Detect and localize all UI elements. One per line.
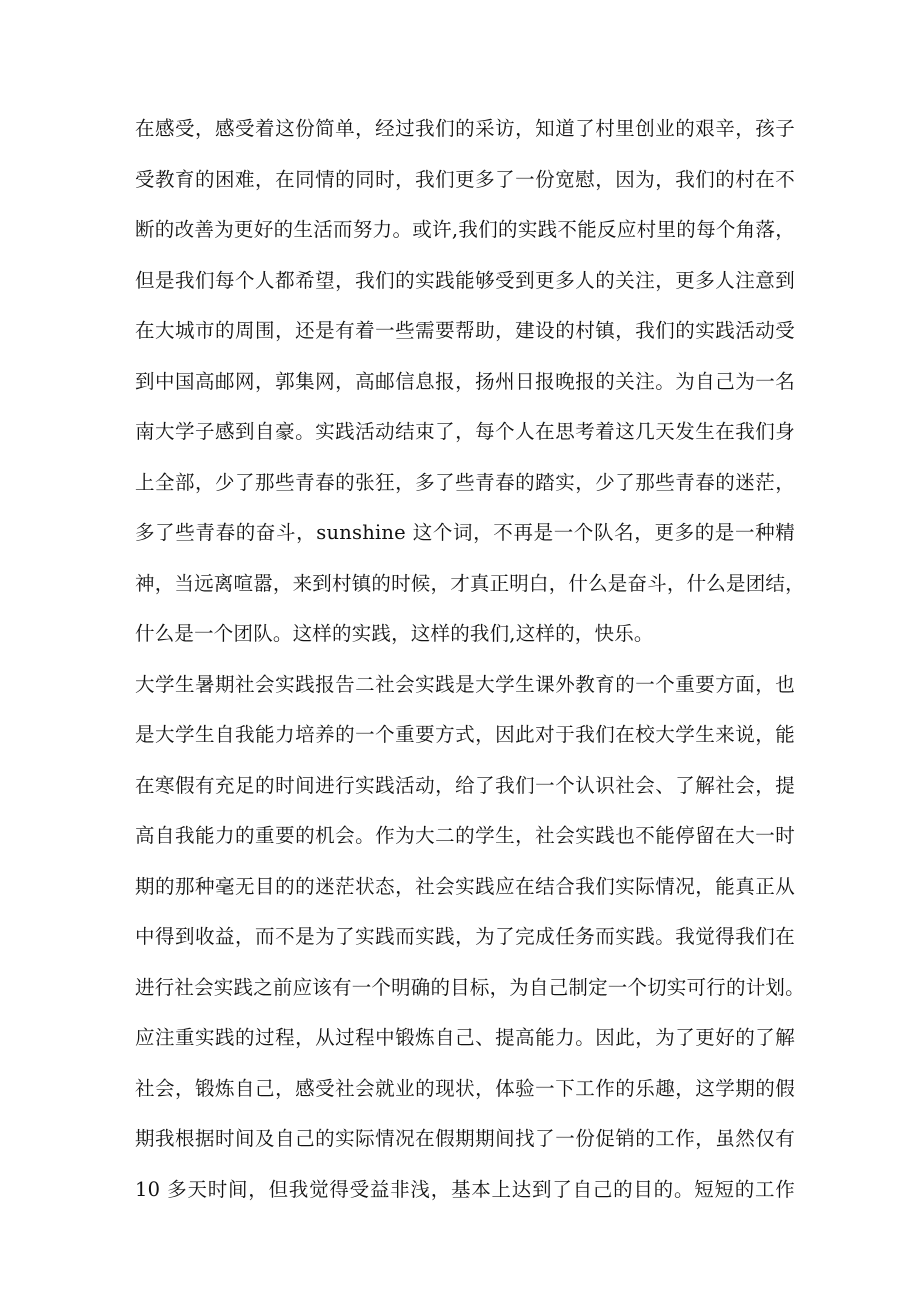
text-line: 中得到收益，而不是为了实践而实践，为了完成任务而实践。我觉得我们在 (135, 925, 795, 948)
text-line: 什么是一个团队。这样的实践，这样的我们,这样的，快乐。 (135, 622, 654, 645)
text-line: 多了些青春的奋斗，sunshine 这个词，不再是一个队名，更多的是一种精 (135, 521, 795, 544)
text-line: 在感受，感受着这份简单，经过我们的采访，知道了村里创业的艰辛，孩子 (135, 117, 795, 140)
text-line: 10 多天时间，但我觉得受益非浅，基本上达到了自己的目的。短短的工作 (135, 1177, 795, 1201)
text-line: 到中国高邮网，郭集网，高邮信息报，扬州日报晚报的关注。为自己为一名 (135, 369, 795, 393)
paragraph-2 (135, 660, 805, 1216)
text-line: 上全部，少了那些青春的张狂，多了些青春的踏实，少了那些青春的迷茫， (135, 470, 795, 494)
text-line: 应注重实践的过程，从过程中锻炼自己、提高能力。因此，为了更好的了解 (135, 1026, 795, 1049)
text-line: 是大学生自我能力培养的一个重要方式，因此对于我们在校大学生来说，能 (135, 723, 795, 746)
text-line: 期我根据时间及自己的实际情况在假期期间找了一份促销的工作，虽然仅有 (135, 1127, 795, 1150)
body-text (135, 104, 805, 1215)
text-line: 受教育的困难，在同情的同时，我们更多了一份宽慰，因为，我们的村在不 (135, 167, 795, 191)
text-line: 进行社会实践之前应该有一个明确的目标，为自己制定一个切实可行的计划。 (135, 975, 805, 999)
text-line: 在寒假有充足的时间进行实践活动，给了我们一个认识社会、了解社会，提 (135, 773, 795, 797)
text-line: 社会，锻炼自己，感受社会就业的现状，体验一下工作的乐趣，这学期的假 (135, 1076, 795, 1100)
text-line: 神，当远离喧嚣，来到村镇的时候，才真正明白，什么是奋斗，什么是团结， (135, 571, 805, 595)
text-line: 南大学子感到自豪。实践活动结束了，每个人在思考着这几天发生在我们身 (135, 420, 795, 443)
paragraph-1 (135, 104, 805, 660)
text-line: 大学生暑期社会实践报告二社会实践是大学生课外教育的一个重要方面，也 (135, 672, 795, 696)
text-line: 在大城市的周围，还是有着一些需要帮助，建设的村镇，我们的实践活动受 (135, 319, 795, 342)
text-line: 但是我们每个人都希望，我们的实践能够受到更多人的关注，更多人注意到 (135, 268, 795, 292)
text-line: 高自我能力的重要的机会。作为大二的学生，社会实践也不能停留在大一时 (135, 824, 795, 847)
text-line: 断的改善为更好的生活而努力。或许,我们的实践不能反应村里的每个角落， (135, 218, 795, 241)
text-line: 期的那种毫无目的的迷茫状态，社会实践应在结合我们实际情况，能真正从 (135, 874, 795, 898)
